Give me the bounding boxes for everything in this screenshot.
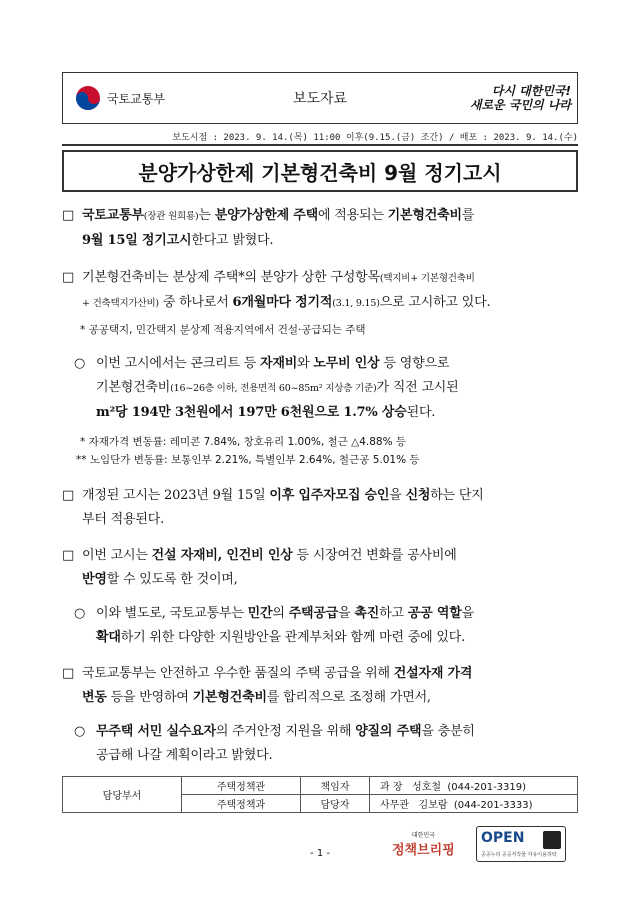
ministry-block xyxy=(63,85,213,111)
contact-dept: 주택정책관 xyxy=(182,777,301,795)
footnote-1: * 공공택지, 민간택지 분상제 적용지역에서 건설·공급되는 주택 xyxy=(80,324,366,336)
circle-bullet-icon: ○ xyxy=(74,724,86,739)
sub-paragraph-1: ○ 이번 고시에서는 콘크리트 등 자재비와 노무비 인상 등 영향으로 기본형건축비(16~26층 이하, 전용면적 60~85m² 지상층 기준)가 직전 고시된 m²당 194만 3천원에서 197만 6천원으로 1.7% 상승된다. xyxy=(74,352,584,425)
sub-paragraph-3: ○ 무주택 서민 실수요자의 주거안정 지원을 위해 양질의 주택을 충분히 공급해 나갈 계획이라고 밝혔다. xyxy=(74,720,584,768)
divider xyxy=(62,144,578,146)
footnote-2: * 자재가격 변동률: 레미콘 7.84%, 창호유리 1.00%, 철근 △4.88% 등 xyxy=(80,436,407,448)
policy-briefing-logo xyxy=(392,830,455,858)
square-bullet-icon: □ xyxy=(62,488,75,503)
contact-role: 담당자 xyxy=(301,795,370,813)
doc-type: 보도자료 xyxy=(292,91,348,107)
contact-row xyxy=(63,777,578,795)
square-bullet-icon: □ xyxy=(62,666,75,681)
paragraph-5: □ 국토교통부는 안전하고 우수한 품질의 주택 공급을 위해 건설자재 가격 변동 등을 반영하여 기본형건축비를 합리적으로 조정해 가면서, xyxy=(62,662,582,710)
page-number: - 1 - xyxy=(310,848,330,859)
contact-role: 책임자 xyxy=(301,777,370,795)
kogl-open-logo xyxy=(476,826,566,862)
paragraph-1: □ 국토교통부(장관 원희룡)는 분양가상한제 주택에 적용되는 기본형건축비를 9월 15일 정기고시한다고 밝혔다. xyxy=(62,204,582,253)
open-caption: 공공누리 공공저작물 자유이용허락 xyxy=(481,852,557,858)
open-wordmark: OPEN xyxy=(481,830,525,846)
paragraph-3: □ 개정된 고시는 2023년 9월 15일 이후 입주자모집 승인을 신청하는 단지 부터 적용된다. xyxy=(62,484,582,532)
logo-wordmark: 정책브리핑 xyxy=(392,843,455,858)
sub-paragraph-2: ○ 이와 별도로, 국토교통부는 민간의 주택공급을 촉진하고 공공 역할을 확대하기 위한 다양한 지원방안을 관계부처와 함께 마련 중에 있다. xyxy=(74,602,584,650)
contact-dept: 주택정책과 xyxy=(182,795,301,813)
taegeuk-emblem-icon xyxy=(75,85,101,111)
attribution-badge-icon xyxy=(543,831,561,849)
circle-bullet-icon: ○ xyxy=(74,356,86,371)
header-box xyxy=(62,72,578,124)
page-title: 분양가상한제 기본형건축비 9월 정기고시 xyxy=(62,150,578,192)
square-bullet-icon: □ xyxy=(62,548,75,563)
circle-bullet-icon: ○ xyxy=(74,606,86,621)
paragraph-2: □ 기본형건축비는 분상제 주택*의 분양가 상한 구성항목(택지비+ 기본형건축비 + 건축택지가산비) 중 하나로서 6개월마다 정기적(3.1, 9.15)으로 고시하고 있다. xyxy=(62,266,582,316)
slogan xyxy=(427,84,577,112)
slogan-line-2: 새로운 국민의 나라 xyxy=(469,98,571,112)
footnote-3: ** 노임단가 변동률: 보통인부 2.21%, 특별인부 2.64%, 철근공 5.01% 등 xyxy=(76,454,420,466)
contact-table xyxy=(62,776,578,813)
ministry-name: 국토교통부 xyxy=(107,91,165,106)
paragraph-4: □ 이번 고시는 건설 자재비, 인건비 인상 등 시장여건 변화를 공사비에 반영할 수 있도록 한 것이며, xyxy=(62,544,582,592)
release-info: 보도시점 : 2023. 9. 14.(목) 11:00 이후(9.15.(금) 조간) / 배포 : 2023. 9. 14.(수) xyxy=(172,133,578,143)
logo-caption: 대한민국 xyxy=(411,832,435,839)
dept-label: 담당부서 xyxy=(63,777,182,813)
contact-person: 과 장 성호철 (044-201-3319) xyxy=(370,777,578,795)
square-bullet-icon: □ xyxy=(62,270,75,285)
square-bullet-icon: □ xyxy=(62,208,75,223)
slogan-line-1: 다시 대한민국! xyxy=(491,84,571,98)
contact-person: 사무관 김보람 (044-201-3333) xyxy=(370,795,578,813)
